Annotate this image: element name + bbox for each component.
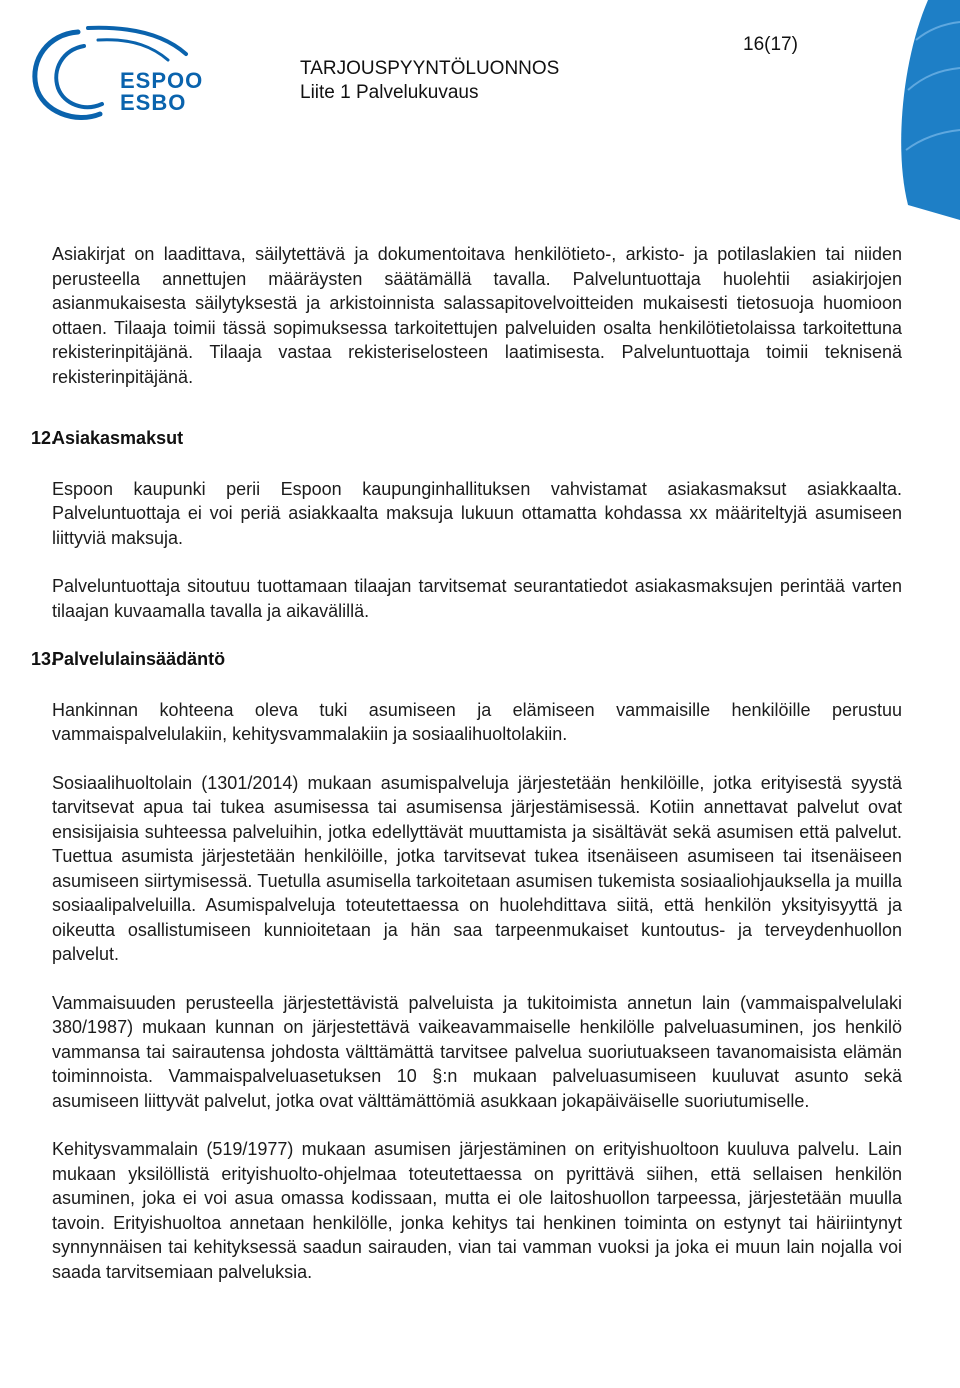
document-subtitle: Liite 1 Palvelukuvaus [300,82,479,103]
intro-paragraph: Asiakirjat on laadittava, säilytettävä ja dokumentoitava henkilötieto-, arkisto- ja potilaslakien tai niiden perusteella annettujen määräysten säätämällä tavalla. Palveluntuottaja huolehtii asiakirjojen asianmukaisesta säilytyksestä ja arkistoinnista salassapitovelvoitteiden mukaisesti tietosuoja huomioon ottaen. Tilaaja toimii tässä sopimuksessa tarkoitettujen palveluiden osalta henkilötietolaissa tarkoitettuna rekisterinpitäjänä. Tilaaja vastaa rekisteriselosteen laatimisesta. Palveluntuottaja toimii teknisenä rekisterinpitäjänä. [52,244,902,387]
document-body [31,242,902,1284]
document-header [300,57,559,105]
org-wordmark [120,70,203,114]
section-13-paragraph: Sosiaalihuoltolain (1301/2014) mukaan asumispalveluja järjestetään henkilöille, jotka erityisestä syystä tarvitsevat apua tai tukea asumisessa tai asumisensa järjestämisessä. Kotiin annettavat palvelut ovat ensisijaisia suhteessa palveluihin, jotka edellyttävät muuttamista ja sisältävät sekä asumisen että palvelut. Tuettua asumista järjestetään henkilöille, jotka tarvitsevat tukea itsenäiseen asumiseen tai itsenäiseen asumiseen siirtymisessä. Tuetulla asumisella tarkoitetaan asumisen tukemista sosiaaliohjauksella ja muilla sosiaalipalveluilla. Asumispalveluja toteutettaessa on huolehdittava siitä, että henkilön yksityisyyttä ja oikeutta osallistumiseen kunnioitetaan ja hän saa tarpeenmukaiset kuntoutus- ja terveydenhuollon palvelut. [52,772,902,964]
section-number: 12. [31,428,57,448]
org-name-fi: ESPOO [120,68,204,93]
section-12-paragraph: Palveluntuottaja sitoutuu tuottamaan tilaajan tarvitsemat seurantatiedot asiakasmaksujen perintää varten tilaajan kuvaamalla tavalla ja aikavälillä. [52,576,902,621]
section-13-paragraph: Kehitysvammalain (519/1977) mukaan asumisen järjestäminen on erityishuoltoon kuuluva palvelu. Lain mukaan yksilöllistä erityishuolto-ohjelmaa toteutettaessa on pyrittävä siihen, että sellaisen henkilön asuminen, joka ei voi asua omassa kodissaan, mutta ei ole laitoshuollon tarpeessa, järjestetään muulla tavoin. Erityishuoltoa annetaan henkilölle, jonka kehitys tai henkinen toiminta on estynyt tai häiriintynyt synnynnäisen tai kehityksessä saadun sairauden, vian tai vamman vuoksi ja joka ei muun lain nojalla voi saada tarvitsemiaan palveluksia. [52,1139,902,1282]
section-12-paragraph: Espoon kaupunki perii Espoon kaupunginhallituksen vahvistamat asiakasmaksut asiakkaalta. Palveluntuottaja ei voi periä asiakkaalta maksuja lukuun ottamatta kohdassa xx määriteltyjä asumiseen liittyviä maksuja. [52,478,902,548]
document-title: TARJOUSPYYNTÖLUONNOS [300,58,560,79]
section-heading-13 [31,647,902,672]
section-13-paragraph: Vammaisuuden perusteella järjestettävistä palveluista ja tukitoimista annetun lain (vammaispalvelulaki 380/1987) mukaan kunnan on järjestettävä vaikeavammaiselle henkilölle palveluasuminen, jos henkilö vammansa tai sairautensa johdosta välttämättä tarvitsee palvelua suoriutuakseen tavanomaisista elämän toiminnoista. Vammaispalveluasetuksen 10 §:n mukaan palveluasumiseen kuuluvat asunto sekä asumiseen liittyvät palvelut, jotka ovat välttämättömiä asukkaan jokapäiväiselle suoriutumiselle. [52,992,902,1111]
section-13-paragraph: Hankinnan kohteena oleva tuki asumiseen ja elämiseen vammaisille henkilöille perustuu vammaispalvelulakiin, kehitysvammalakiin ja sosiaalihuoltolakiin. [52,699,902,744]
section-number: 13. [31,649,57,669]
section-title: Asiakasmaksut [52,428,184,448]
corner-decoration-icon [898,0,960,220]
org-name-sv: ESBO [120,90,187,115]
page-number: 16(17) [743,34,798,55]
section-heading-12 [31,426,902,451]
section-title: Palvelulainsäädäntö [52,649,226,669]
